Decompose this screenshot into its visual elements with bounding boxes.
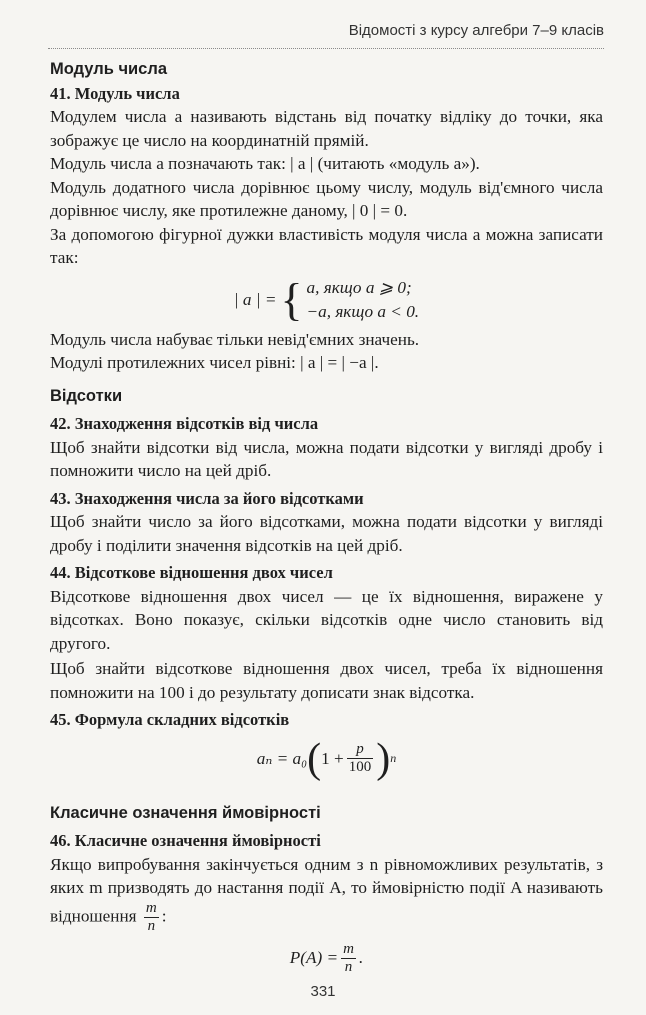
paragraph-41-6: Модулі протилежних чисел рівні: | a | = | −a |. bbox=[50, 353, 379, 372]
cases-lines bbox=[307, 276, 420, 324]
probability-period: . bbox=[358, 948, 364, 968]
paragraph-42: Щоб знайти відсотки від числа, можна подати відсотки у вигляді дробу і помножити число на цей дріб. bbox=[50, 437, 603, 480]
paragraph-46-colon: : bbox=[161, 905, 167, 925]
fraction-m-n bbox=[341, 941, 356, 976]
formula-exponent: n bbox=[390, 750, 397, 765]
probability-denominator: n bbox=[344, 958, 353, 975]
probability-formula bbox=[50, 941, 603, 976]
subsection-45-title: 45. Формула складних відсотків bbox=[50, 710, 290, 729]
page-number: 331 bbox=[310, 983, 336, 1000]
paragraph-46-text: Якщо випробування закінчується одним з n рівноможливих результатів, з яких m призводять до настання події A, то ймовірністю події A називають відношення bbox=[50, 854, 603, 925]
modulus-cases-formula bbox=[50, 273, 603, 325]
subsection-43-title: 43. Знаходження числа за його відсотками bbox=[50, 488, 364, 508]
paragraph-46 bbox=[50, 853, 603, 935]
probability-numerator: m bbox=[343, 940, 354, 957]
paragraph-41-1: Модулем числа a називають відстань від початку відліку до точки, яка зображує це число на координатній прямій. bbox=[50, 107, 603, 150]
header-rule bbox=[48, 48, 604, 49]
subsection-41-title: 41. Модуль числа bbox=[50, 83, 180, 103]
paragraph-41-5: Модуль числа набуває тільки невід'ємних значень. bbox=[50, 329, 420, 349]
curly-brace-icon: { bbox=[280, 273, 303, 325]
formula-one: 1 + bbox=[321, 748, 344, 768]
compound-interest-formula bbox=[50, 735, 603, 782]
subsection-46-title: 46. Класичне означення ймовірності bbox=[50, 831, 321, 850]
left-paren: ( bbox=[307, 735, 322, 782]
paragraph-43: Щоб знайти число за його відсотками, можна подати відсотки у вигляді дробу і поділити значення відсотків на цей дріб. bbox=[50, 512, 603, 555]
subsection-42-title: 42. Знаходження відсотків від числа bbox=[50, 414, 319, 433]
inline-denominator: n bbox=[147, 917, 156, 934]
fraction-numerator: p bbox=[347, 741, 374, 759]
section-title-modulus: Модуль числа bbox=[50, 60, 168, 78]
case-positive: a, якщо a ⩾ 0; bbox=[306, 277, 412, 297]
running-head: Відомості з курсу алгебри 7–9 класів bbox=[348, 22, 604, 39]
paragraph-41-3: Модуль додатного числа дорівнює цьому числу, модуль від'ємного числа дорівнює числу, яке протилежне даному, | 0 | = 0. bbox=[50, 177, 603, 220]
fraction-m-n-inline bbox=[144, 900, 159, 935]
probability-lhs: P(A) = bbox=[289, 948, 339, 968]
paragraph-41-2: Модуль числа a позначають так: | a | (читають «модуль a»). bbox=[50, 154, 480, 173]
right-paren: ) bbox=[376, 735, 391, 782]
inline-numerator: m bbox=[145, 899, 157, 916]
paragraph-44-1: Відсоткове відношення двох чисел — це їх відношення, виражене у відсотках. Воно показує, скільки відсотків одне число становить від другого. bbox=[50, 586, 603, 653]
paragraph-41-4: За допомогою фігурної дужки властивість модуля числа a можна записати так: bbox=[50, 224, 603, 267]
fraction-p-100 bbox=[347, 741, 374, 776]
case-negative: −a, якщо a < 0. bbox=[306, 301, 420, 321]
page-content bbox=[50, 58, 603, 982]
section-title-probability: Класичне означення ймовірності bbox=[50, 803, 321, 822]
fraction-denominator: 100 bbox=[348, 759, 372, 775]
paragraph-44-2: Щоб знайти відсоткове відношення двох чисел, треба їх відношення помножити на 100 і до результату дописати знак відсотка. bbox=[50, 659, 603, 702]
subsection-44-title: 44. Відсоткове відношення двох чисел bbox=[50, 563, 333, 582]
formula-lhs: aₙ = a₀ bbox=[256, 748, 308, 768]
modulus-lhs: | a | = bbox=[233, 289, 277, 309]
section-title-percent: Відсотки bbox=[50, 386, 123, 405]
